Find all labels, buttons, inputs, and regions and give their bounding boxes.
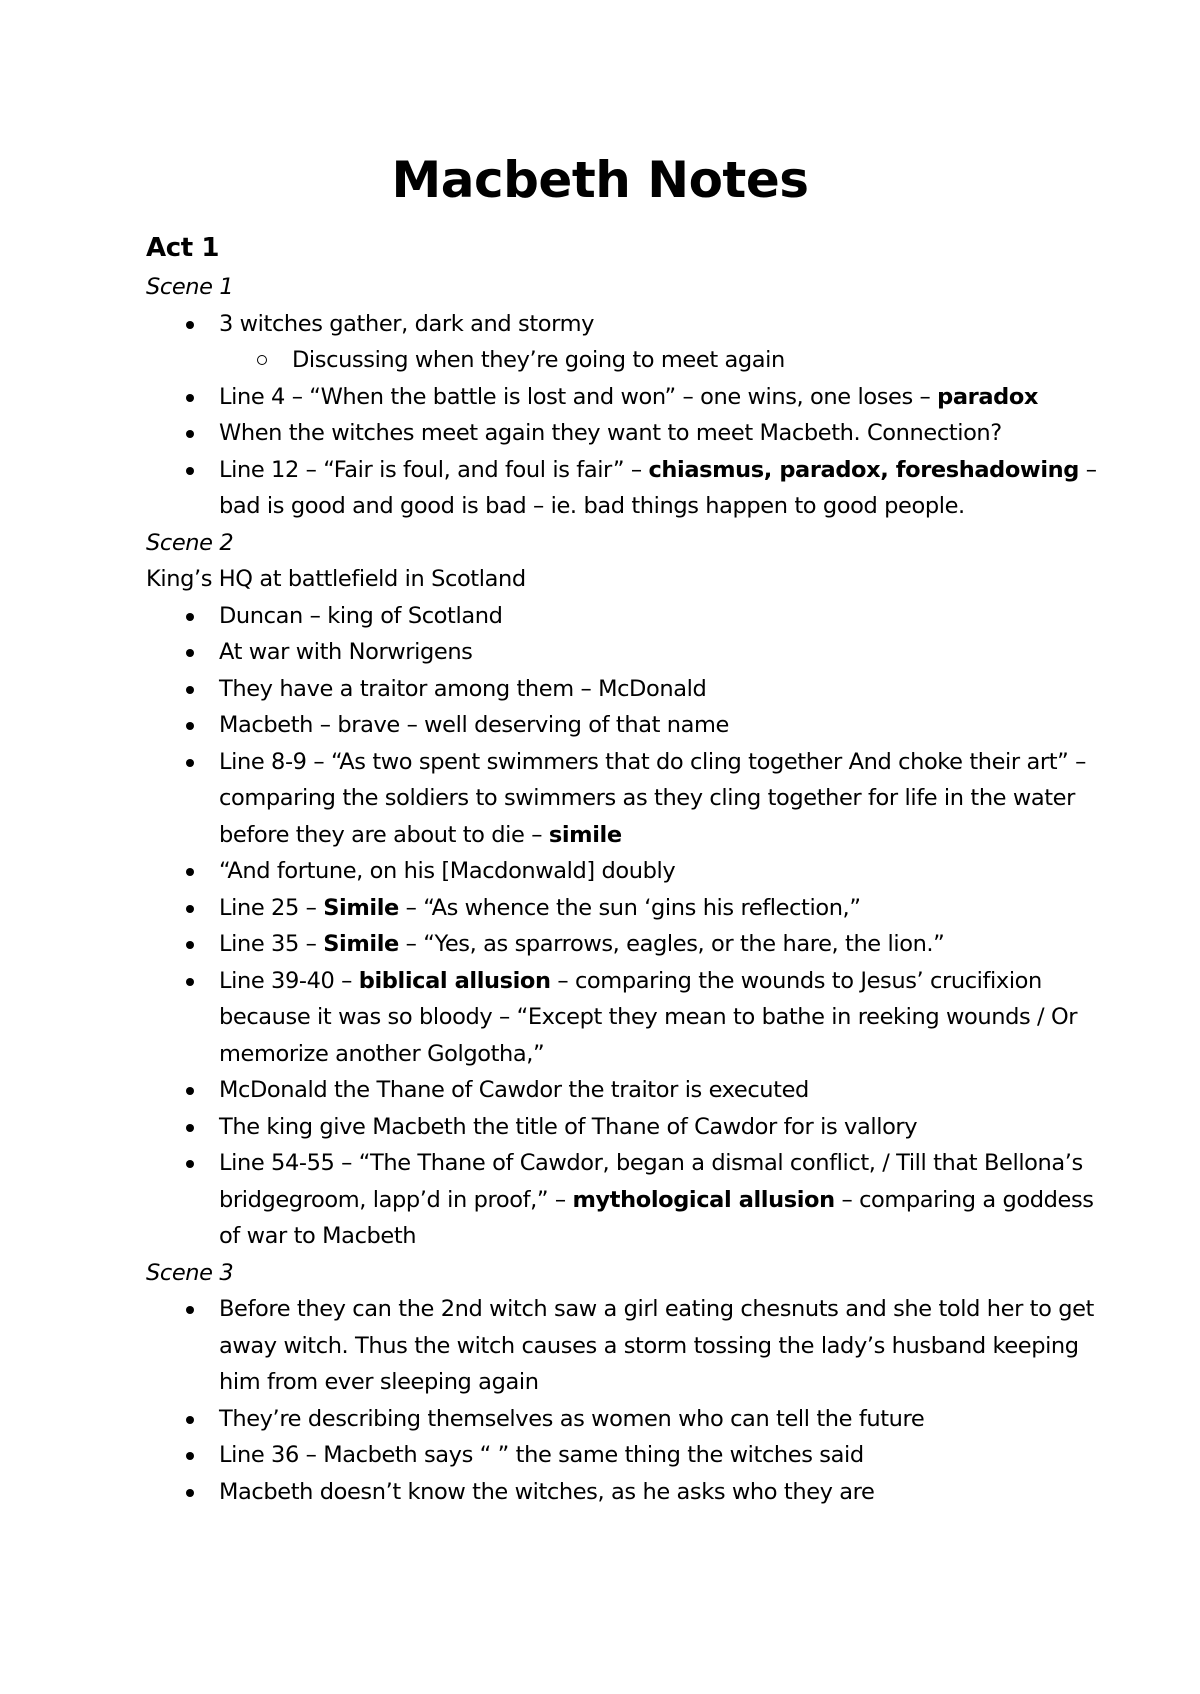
list-item: McDonald the Thane of Cawdor the traitor is executed: [146, 1072, 1106, 1109]
list-item: 3 witches gather, dark and stormy: [146, 306, 1106, 343]
notes-content: [146, 227, 1106, 1510]
sub-list-item: Discussing when they’re going to meet again: [146, 342, 1106, 379]
scene-3-list: [146, 1291, 1106, 1510]
list-item: They’re describing themselves as women who can tell the future: [146, 1401, 1106, 1438]
list-item: Duncan – king of Scotland: [146, 598, 1106, 635]
list-item: “And fortune, on his [Macdonwald] doubly: [146, 853, 1106, 890]
list-item: They have a traitor among them – McDonald: [146, 671, 1106, 708]
page-title: Macbeth Notes: [391, 151, 809, 209]
scene-heading: Scene 2: [146, 529, 234, 556]
list-item: Line 12 – “Fair is foul, and foul is fair” – chiasmus, paradox, foreshadowing – bad is good and good is bad – ie. bad things happen to good people.: [146, 452, 1106, 525]
list-item: Macbeth doesn’t know the witches, as he asks who they are: [146, 1474, 1106, 1511]
list-item: Line 36 – Macbeth says “ ” the same thing the witches said: [146, 1437, 1106, 1474]
scene-heading: Scene 3: [146, 1259, 234, 1286]
scene-heading: Scene 1: [146, 274, 234, 300]
scene-2-list: [146, 598, 1106, 1255]
list-item: When the witches meet again they want to meet Macbeth. Connection?: [146, 415, 1106, 452]
list-item: Line 25 – Simile – “As whence the sun ‘gins his reflection,”: [146, 890, 1106, 927]
list-item: At war with Norwrigens: [146, 634, 1106, 671]
list-item: Line 35 – Simile – “Yes, as sparrows, eagles, or the hare, the lion.”: [146, 926, 1106, 963]
list-item: Line 8-9 – “As two spent swimmers that do cling together And choke their art” – comparing the soldiers to swimmers as they cling together for life in the water before they are about to die – simile: [146, 744, 1106, 854]
scene-1-list: [146, 306, 1106, 525]
list-item: Before they can the 2nd witch saw a girl eating chesnuts and she told her to get away witch. Thus the witch causes a storm tossing the lady’s husband keeping him from ever sleeping again: [146, 1291, 1106, 1401]
list-item: Line 4 – “When the battle is lost and won” – one wins, one loses – paradox: [146, 379, 1106, 416]
list-item: The king give Macbeth the title of Thane of Cawdor for is vallory: [146, 1109, 1106, 1146]
list-item: Macbeth – brave – well deserving of that name: [146, 707, 1106, 744]
list-item: Line 54-55 – “The Thane of Cawdor, began a dismal conflict, / Till that Bellona’s bridgegroom, lapp’d in proof,” – mythological allusion – comparing a goddess of war to Macbeth: [146, 1145, 1106, 1255]
act-heading: Act 1: [146, 233, 220, 263]
list-item: Line 39-40 – biblical allusion – comparing the wounds to Jesus’ crucifixion because it was so bloody – “Except they mean to bathe in reeking wounds / Or memorize another Golgotha,”: [146, 963, 1106, 1073]
scene-intro: King’s HQ at battlefield in Scotland: [146, 566, 526, 592]
